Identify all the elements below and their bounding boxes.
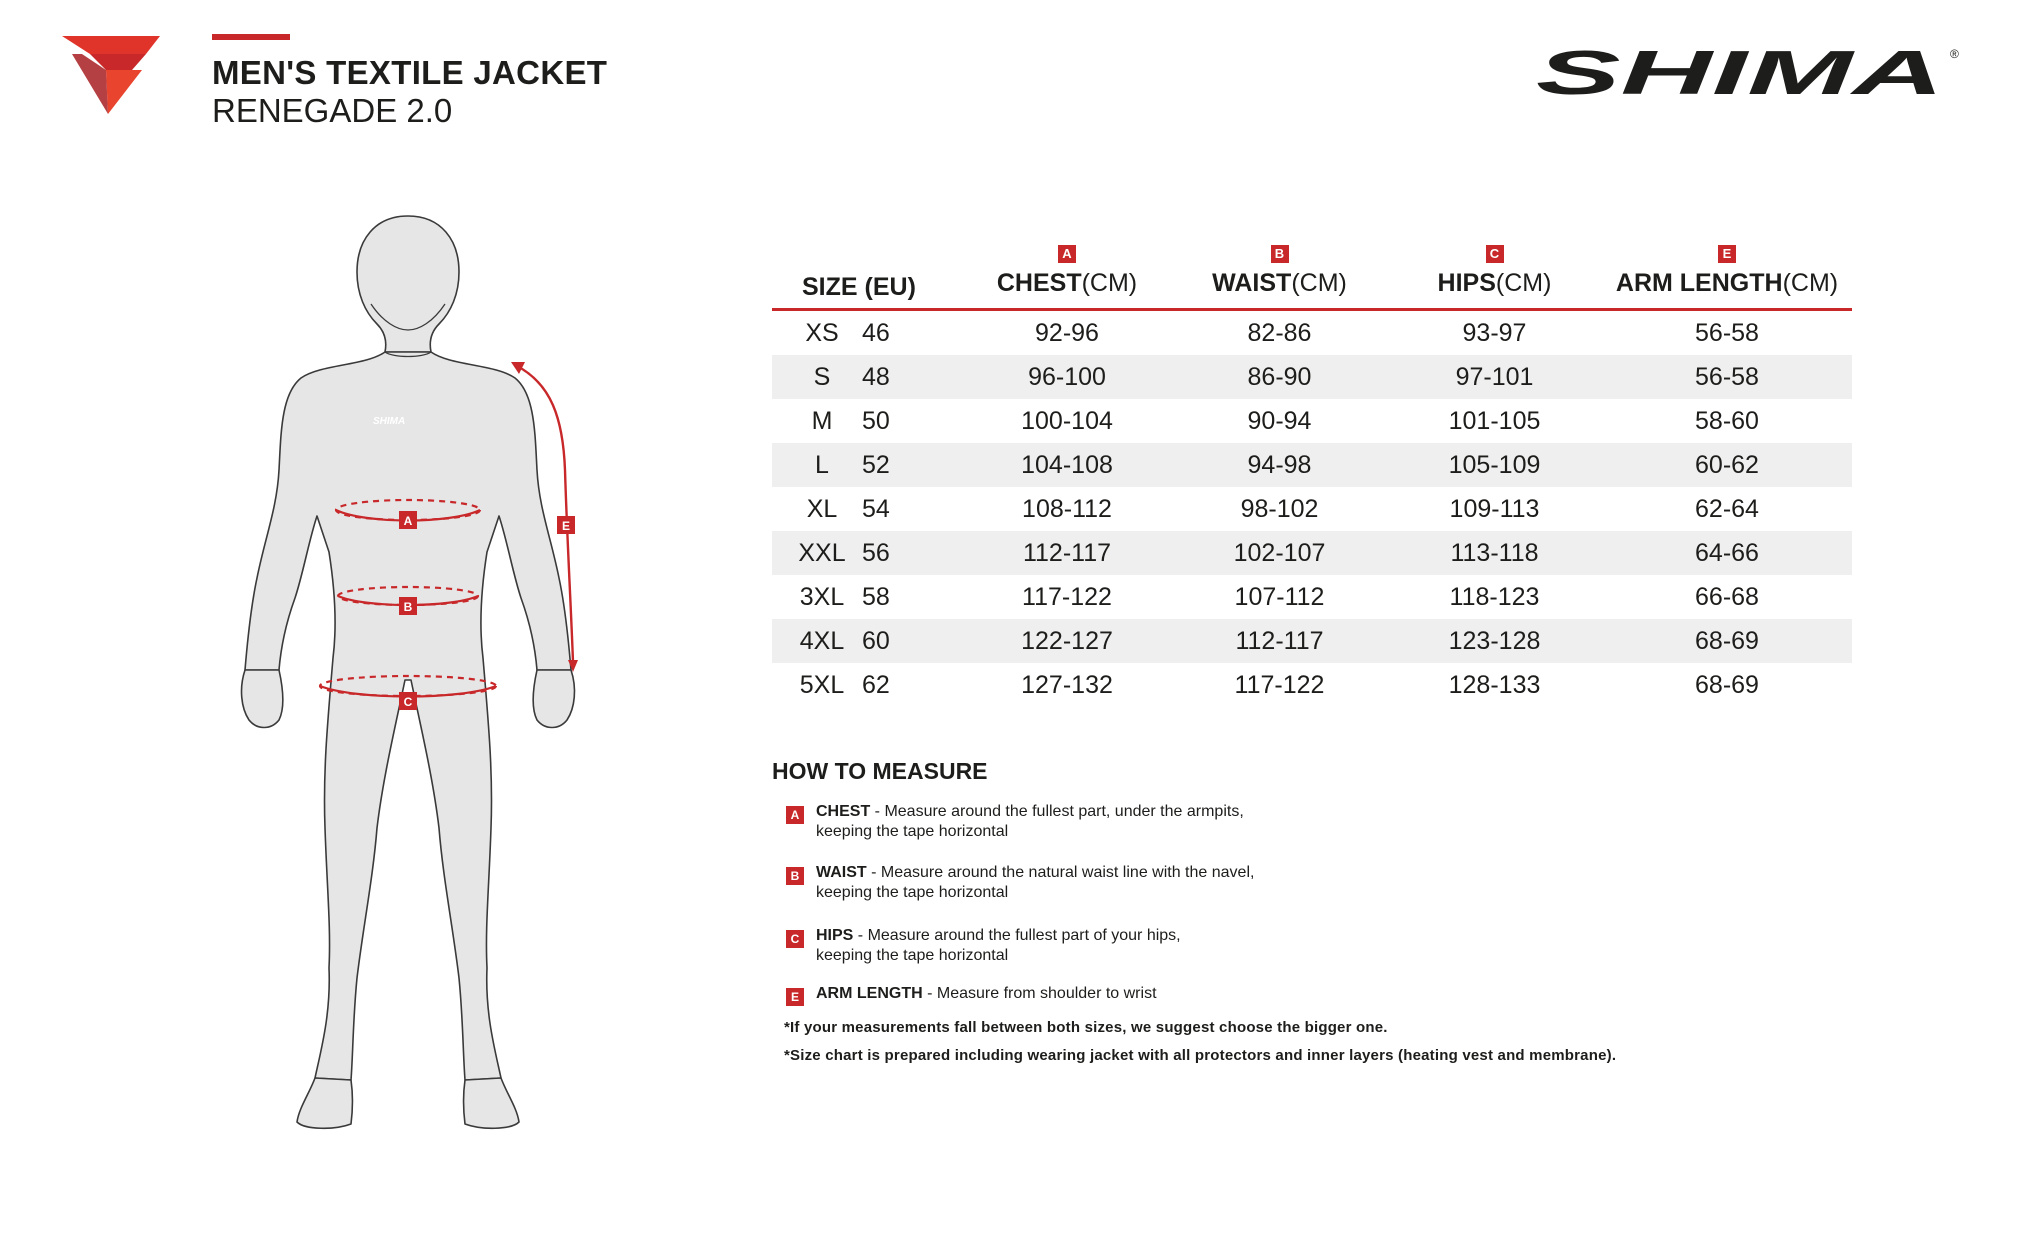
- header-chest: A CHEST(CM): [962, 226, 1172, 310]
- header-waist: B WAIST(CM): [1172, 226, 1387, 310]
- how-to-measure-title: HOW TO MEASURE: [772, 758, 988, 784]
- letter-badge: B: [786, 867, 804, 885]
- table-row: XXL 56 112-117 102-107 113-118 64-66: [772, 531, 1852, 575]
- size-chart-table: [772, 226, 1852, 707]
- shima-wordmark-logo: [1536, 44, 1966, 102]
- table-row: L 52 104-108 94-98 105-109 60-62: [772, 443, 1852, 487]
- registered-mark: ®: [1950, 47, 1959, 61]
- table-row: XL 54 108-112 98-102 109-113 62-64: [806, 494, 1759, 523]
- body-measurement-figure: [235, 208, 595, 1138]
- shima-s-logo-icon: [62, 36, 160, 114]
- header-hips: C HIPS(CM): [1387, 226, 1602, 310]
- measure-item-waist: B WAIST - Measure around the natural waist line with the navel, keeping the tape horizontal: [786, 863, 1426, 903]
- figure-label-c: C: [403, 695, 413, 709]
- header-arm-length: E ARM LENGTH(CM): [1602, 226, 1852, 310]
- title-accent-bar: [212, 34, 290, 40]
- figure-label-e: E: [561, 519, 571, 533]
- shirt-logo: SHIMA: [373, 416, 406, 427]
- measure-item-hips: C HIPS - Measure around the fullest part of your hips, keeping the tape horizontal: [786, 926, 1426, 966]
- header-size: SIZE (EU): [772, 226, 962, 310]
- table-row: 4XL 60 122-127 112-117 123-128 68-69: [772, 619, 1852, 663]
- letter-badge: E: [786, 988, 804, 1006]
- figure-label-b: B: [403, 600, 413, 614]
- table-row: 5XL 62 127-132 117-122 128-133 68-69: [799, 670, 1759, 699]
- note-chart-prepared: *Size chart is prepared including wearing jacket with all protectors and inner layers (heating vest and membrane).: [784, 1047, 1617, 1064]
- table-row: S 48 96-100 86-90 97-101 56-58: [772, 355, 1852, 399]
- chest-letter-badge: A: [1058, 245, 1076, 263]
- note-between-sizes: *If your measurements fall between both sizes, we suggest choose the bigger one.: [784, 1019, 1388, 1036]
- page-subtitle: RENEGADE 2.0: [212, 92, 453, 129]
- hips-letter-badge: C: [1486, 245, 1504, 263]
- table-row: 3XL 58 117-122 107-112 118-123 66-68: [799, 582, 1759, 611]
- page-title: MEN'S TEXTILE JACKET: [212, 54, 608, 91]
- letter-badge: C: [786, 930, 804, 948]
- table-row: M 50 100-104 90-94 101-105 58-60: [811, 406, 1759, 435]
- letter-badge: A: [786, 806, 804, 824]
- table-row: XS 46 92-96 82-86 93-97 56-58: [805, 318, 1759, 347]
- waist-letter-badge: B: [1271, 245, 1289, 263]
- figure-label-a: A: [403, 514, 413, 528]
- measure-item-arm-length: E ARM LENGTH - Measure from shoulder to wrist: [786, 984, 1426, 1004]
- wordmark-text: SHIMA: [1536, 44, 1944, 102]
- measure-item-chest: A CHEST - Measure around the fullest part, under the armpits, keeping the tape horizontal: [786, 802, 1426, 842]
- arm-letter-badge: E: [1718, 245, 1736, 263]
- table-header-row: [772, 226, 1852, 310]
